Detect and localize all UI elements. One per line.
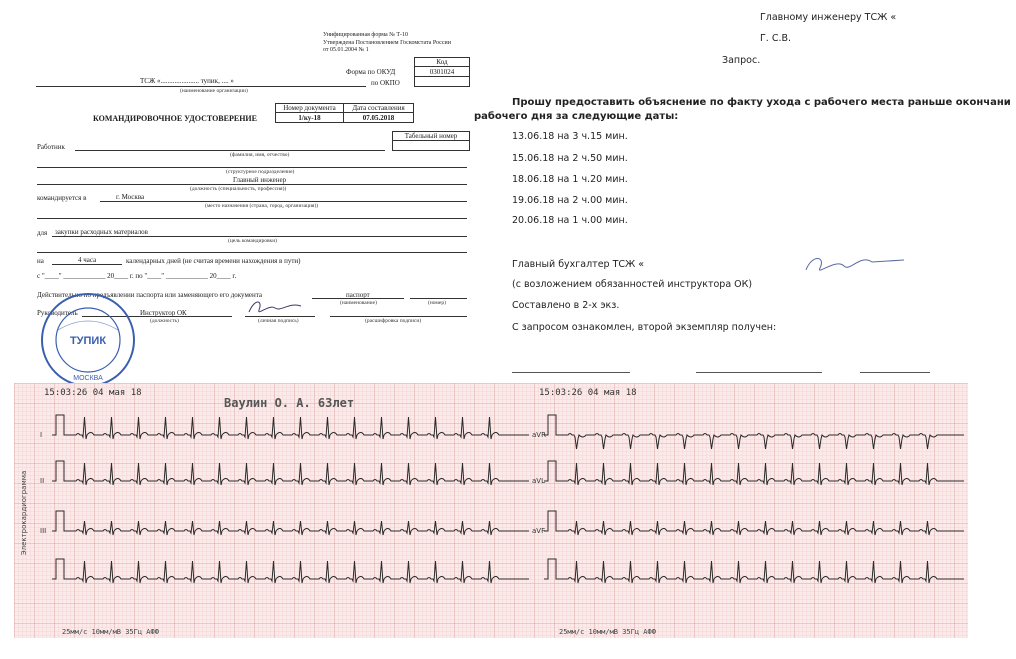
head-label: Руководитель (37, 309, 78, 317)
ecg-lead-label: aVL (532, 477, 545, 485)
doc-number-caption: (номер) (428, 300, 446, 306)
destination-caption: (место назначения (страна, город, организация)) (205, 203, 319, 209)
letter-body-line1: Прошу предоставить объяснение по факту ухода с рабочего места раньше окончани (512, 97, 1011, 108)
ecg-lead-label: I (40, 431, 43, 439)
ecg-side-label: Электрокардиограмма (20, 470, 28, 556)
doc-date: 07.05.2018 (343, 112, 414, 123)
okpo-label: по ОКПО (371, 79, 400, 87)
head-position-caption: (должность) (150, 318, 179, 324)
letter-addressee-name: Г. С.В. (760, 33, 792, 44)
stamp-city: МОСКВА (73, 375, 103, 382)
letter-body-line2: рабочего дня за следующие даты: (474, 111, 679, 122)
letter-signer: Главный бухгалтер ТСЖ « (512, 259, 645, 270)
travel-certificate-form (0, 0, 490, 380)
ecg-grid (14, 383, 968, 638)
duration-value: 4 часа (78, 256, 97, 264)
doc-name-caption: (наименование) (340, 300, 377, 306)
ecg-lead-label: aVR (532, 431, 546, 439)
letter-signer-note: (с возложением обязанностей инструктора ОК) (512, 279, 753, 290)
date-item: 13.06.18 на 3 ч.15 мин. (512, 131, 628, 142)
letter-addressee: Главному инженеру ТСЖ « (760, 12, 897, 23)
request-letter (470, 0, 1016, 380)
division-caption: (структурное подразделение) (226, 169, 295, 175)
ecg-footer-left: 25мм/с 10мм/мВ 35Гц АФФ (62, 628, 159, 636)
code-header: Код (414, 57, 470, 67)
valid-text: Действительно по предъявлении паспорта или заменяющего его документа (37, 291, 262, 299)
head-position: Инструктор ОК (140, 309, 187, 317)
tab-number (392, 140, 470, 151)
ecg-chart (14, 383, 968, 638)
ecg-strip (14, 383, 968, 638)
okud-label: Форма по ОКУД (346, 68, 396, 76)
duration-text: календарных дней (не считая времени нахождения в пути) (126, 257, 301, 265)
date-item: 18.06.18 на 1 ч.20 мин. (512, 174, 628, 185)
ecg-lead-label: II (40, 477, 45, 485)
duration-prefix: на (37, 257, 44, 265)
purpose-label: для (37, 229, 48, 237)
organization-name: ТСЖ «...................... тупик, .... » (140, 77, 234, 85)
signature-caption: (личная подпись) (258, 318, 299, 324)
purpose-value: закупки расходных материалов (55, 228, 148, 236)
okpo-code (414, 76, 470, 87)
doc-date-header: Дата составления (343, 103, 414, 113)
destination-value: г. Москва (116, 193, 145, 201)
letter-heading: Запрос. (722, 55, 761, 66)
letter-copies: Составлено в 2-х экз. (512, 300, 620, 311)
ecg-lead-label: aVF (532, 527, 546, 535)
approved-date-label: от 05.01.2004 № 1 (323, 47, 369, 53)
doc-number: 1/ку-18 (275, 112, 344, 123)
round-stamp (38, 290, 138, 390)
position-value: Главный инженер (233, 176, 287, 184)
organization-caption: (наименование организации) (180, 88, 248, 94)
okud-code: 0301024 (414, 66, 470, 77)
ecg-lead-label: III (40, 527, 47, 535)
ecg-timestamp-right: 15:03:26 04 мая 18 (539, 388, 637, 398)
period-text: с "____" ____________ 20____ г. по "____" ____________ 20____ г. (37, 272, 237, 280)
doc-number-header: Номер документа (275, 103, 344, 113)
signer-signature (800, 250, 910, 280)
sent-to-label: командируется в (37, 194, 87, 202)
ecg-patient: Ваулин О. А. 63лет (224, 396, 355, 410)
date-item: 20.06.18 на 1 ч.00 мин. (512, 215, 628, 226)
head-signature (245, 296, 305, 318)
employee-label: Работник (37, 143, 65, 151)
passport-value: паспорт (346, 291, 370, 299)
letter-acknowledged: С запросом ознакомлен, второй экземпляр получен: (512, 322, 777, 333)
date-item: 19.06.18 на 2 ч.00 мин. (512, 195, 628, 206)
unified-form-label: Унифицированная форма № Т-10 (323, 32, 409, 38)
ecg-timestamp-left: 15:03:26 04 мая 18 (44, 388, 142, 398)
stamp-text: ТУПИК (69, 335, 107, 347)
date-item: 15.06.18 на 2 ч.50 мин. (512, 153, 628, 164)
purpose-caption: (цель командировки) (228, 238, 277, 244)
ecg-footer-right: 25мм/с 10мм/мВ 35Гц АФФ (559, 628, 656, 636)
approved-by-label: Утверждена Постановлением Госкомстата России (323, 40, 451, 46)
form-title: КОМАНДИРОВОЧНОЕ УДОСТОВЕРЕНИЕ (93, 114, 257, 123)
employee-caption: (фамилия, имя, отчество) (230, 152, 290, 158)
tab-number-header: Табельный номер (392, 131, 470, 141)
decoding-caption: (расшифровка подписи) (365, 318, 422, 324)
position-caption: (должность (специальность, профессия)) (190, 186, 287, 192)
